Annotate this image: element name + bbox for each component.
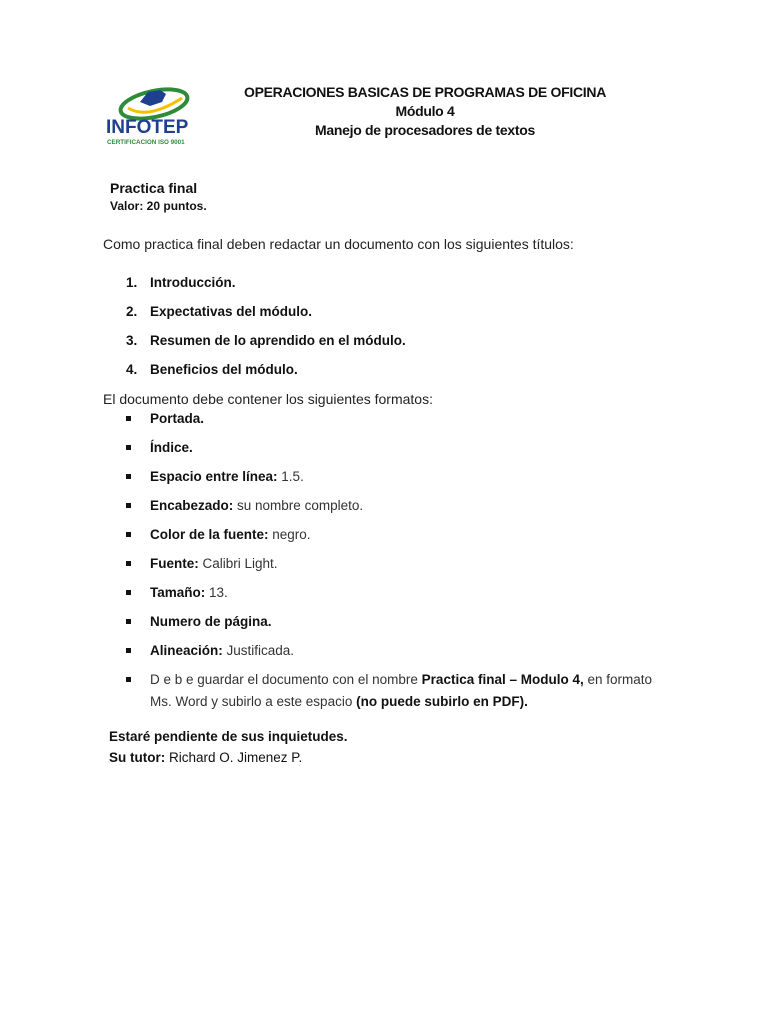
tutor-name: Richard O. Jimenez P. <box>165 750 303 765</box>
bullet-square-icon <box>126 677 131 682</box>
assignment-title: Practica final <box>110 180 198 196</box>
list-item: Índice. <box>126 437 666 466</box>
list-item: 2. Expectativas del módulo. <box>126 304 313 319</box>
bullet-square-icon <box>126 590 131 595</box>
list-item: 4. Beneficios del módulo. <box>126 362 298 377</box>
titles-intro-text: Como practica final deben redactar un documento con los siguientes títulos: <box>103 236 574 252</box>
bullet-square-icon <box>126 503 131 508</box>
list-item: Color de la fuente: negro. <box>126 524 666 553</box>
list-item: 3. Resumen de lo aprendido en el módulo. <box>126 333 406 348</box>
list-item-save-instructions: D e b e guardar el documento con el nombre Practica final – Modulo 4, en formato Ms. Word y subirlo a este espacio (no puede subirlo en PDF). <box>126 669 666 713</box>
list-item: Alineación: Justificada. <box>126 640 666 669</box>
course-title: OPERACIONES BASICAS DE PROGRAMAS DE OFICINA <box>243 84 607 100</box>
module-topic: Manejo de procesadores de textos <box>315 122 535 138</box>
module-number: Módulo 4 <box>395 103 455 119</box>
formats-intro-text: El documento debe contener los siguientes formatos: <box>103 391 433 407</box>
closing-line: Estaré pendiente de sus inquietudes. <box>109 729 348 744</box>
bullet-square-icon <box>126 561 131 566</box>
document-header <box>190 83 660 140</box>
list-item: Espacio entre línea: 1.5. <box>126 466 666 495</box>
required-titles-list <box>126 266 406 382</box>
bullet-square-icon <box>126 445 131 450</box>
list-item: Portada. <box>126 408 666 437</box>
list-item: Encabezado: su nombre completo. <box>126 495 666 524</box>
bullet-square-icon <box>126 474 131 479</box>
list-item: 1. Introducción. <box>126 275 236 290</box>
assignment-value: Valor: 20 puntos. <box>110 199 207 213</box>
logo-subtitle: CERTIFICACION ISO 9001 <box>107 139 185 146</box>
bullet-square-icon <box>126 648 131 653</box>
list-item: Tamaño: 13. <box>126 582 666 611</box>
required-formats-list <box>126 408 666 713</box>
bullet-square-icon <box>126 416 131 421</box>
tutor-label: Su tutor: <box>109 750 166 765</box>
tutor-line <box>109 750 302 765</box>
logo-wordmark: INFOTEP <box>106 117 189 138</box>
bullet-square-icon <box>126 619 131 624</box>
list-item: Fuente: Calibri Light. <box>126 553 666 582</box>
infotep-logo <box>104 80 204 150</box>
list-item: Numero de página. <box>126 611 666 640</box>
bullet-square-icon <box>126 532 131 537</box>
